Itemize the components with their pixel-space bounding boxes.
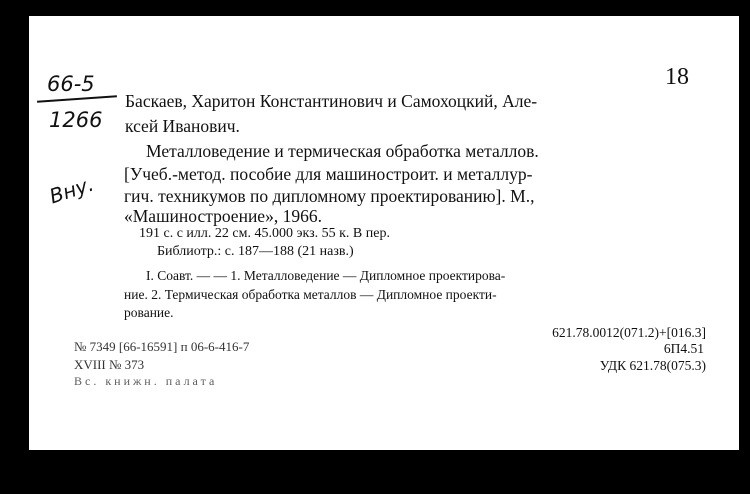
subjects-line-1: I. Соавт. — — 1. Металловедение — Дипломное проектирова- [146,268,506,283]
registry-line-2: XVIII № 373 [74,357,145,372]
scan-border-left [0,0,29,494]
card-number: 18 [665,64,689,90]
registry-line-3: Вс. книжн. палата [74,374,218,388]
physical-description: 191 с. с илл. 22 см. 45.000 экз. 55 к. В пер. [139,226,390,241]
udk-code: УДК 621.78(075.3) [599,358,706,373]
title-line-4: «Машиностроение», 1966. [124,206,322,226]
handwritten-divider [37,95,117,103]
title-line-3: гич. техникумов по дипломному проектированию]. М., [124,186,535,206]
classification-code: 621.78.0012(071.2)+[016.3] [552,325,706,340]
subjects-line-3: рование. [124,305,174,320]
title-line-2: [Учеб.-метод. пособие для машиностроит. и металлур- [124,164,533,184]
catalog-card [29,16,739,450]
subjects-line-2: ние. 2. Термическая обработка металлов — Дипломное проекти- [124,287,497,302]
classification-code-2: 6П4.51 [663,341,704,356]
title-line-1: Металловедение и термическая обработка металлов. [146,141,539,161]
heading-line-1: Баскаев, Харитон Константинович и Самохоцкий, Але- [125,91,538,111]
scan-border-right [738,0,750,494]
handwritten-shelf-mark-bottom: 1266 [49,108,103,132]
registry-line-1: № 7349 [66-16591] п 06-6-416-7 [74,339,250,354]
handwritten-side-note: Вну. [46,171,97,209]
handwritten-shelf-mark-top: 66-5 [47,72,95,96]
bibliography-note: Библиотр.: с. 187—188 (21 назв.) [157,244,354,259]
heading-line-2: ксей Иванович. [125,116,240,136]
scan-border-bottom [0,450,750,494]
